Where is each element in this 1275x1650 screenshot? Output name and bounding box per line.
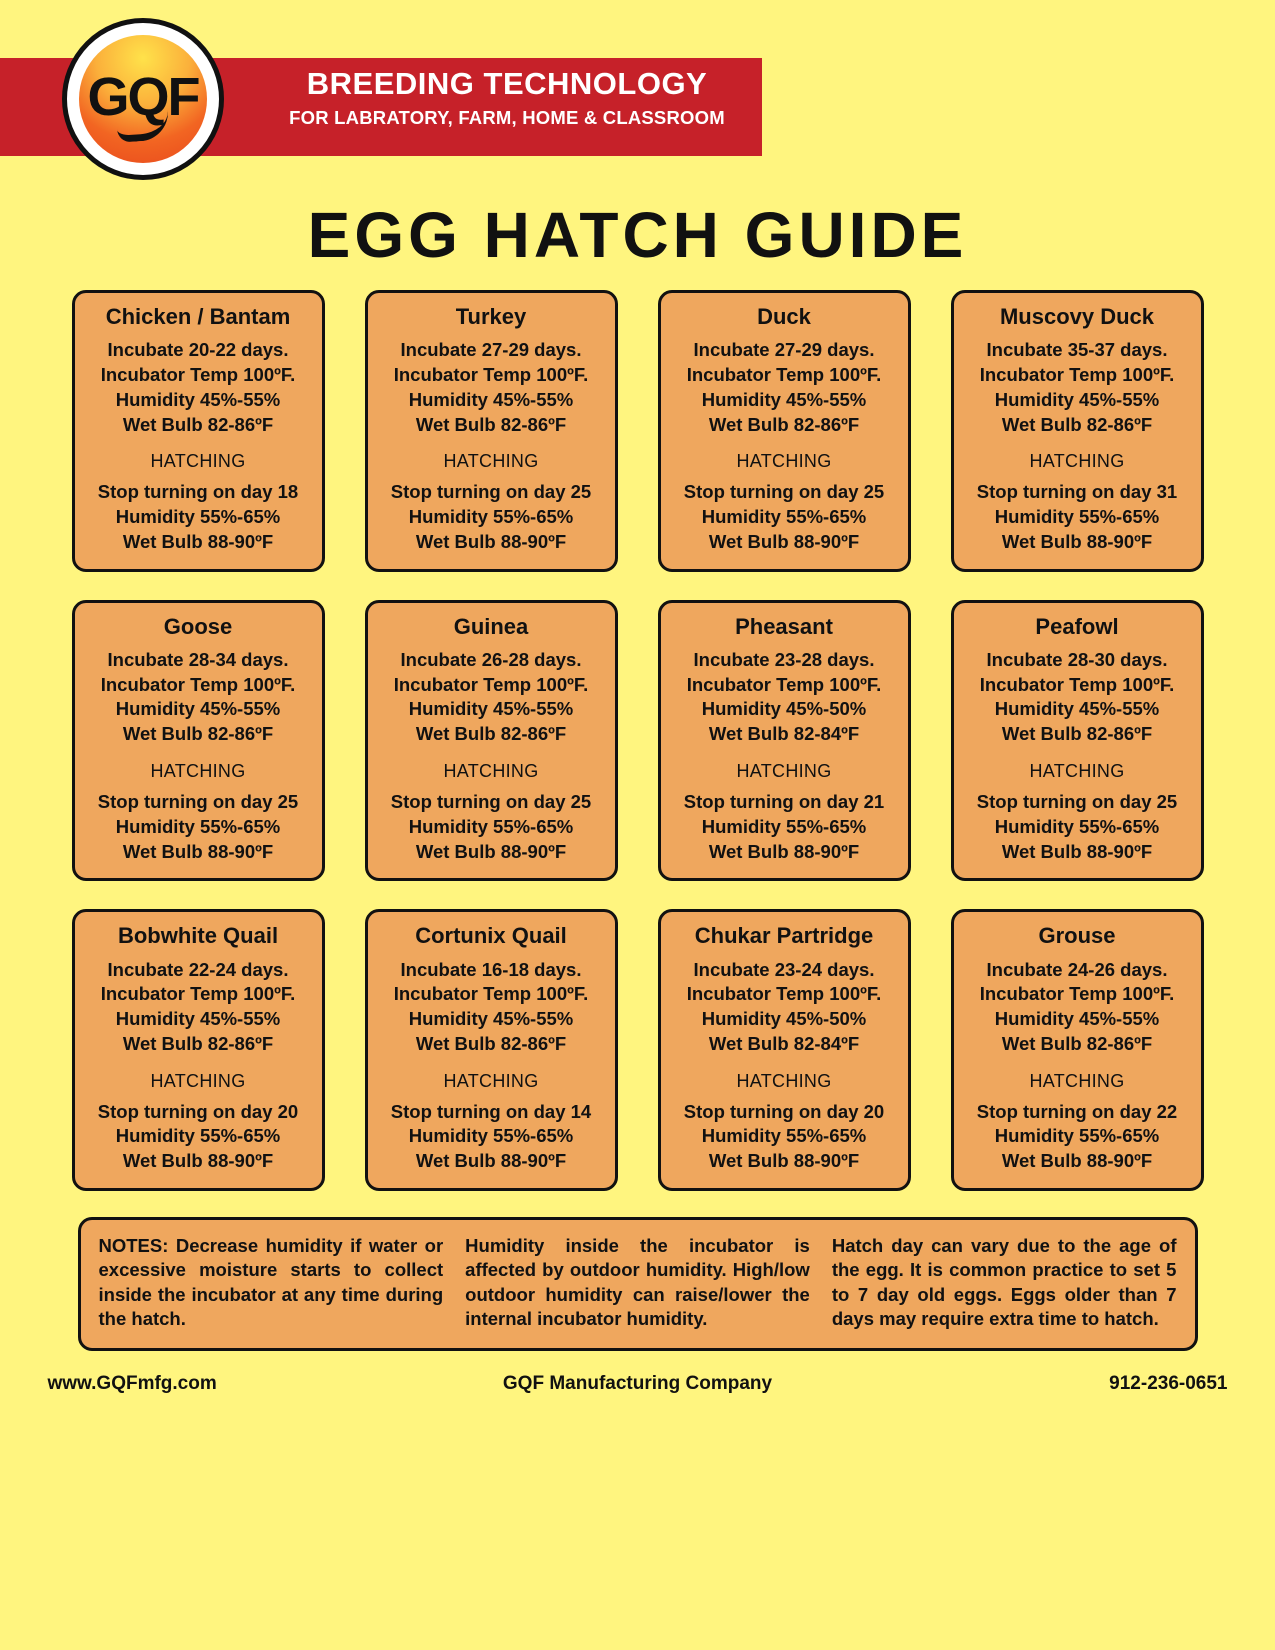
hatching-label: HATCHING [150, 1070, 246, 1091]
incubate-days: Incubate 23-24 days. [693, 958, 875, 980]
hatch-wet-bulb: Wet Bulb 88-90ºF [415, 840, 567, 862]
species-card [658, 290, 911, 572]
species-card-grid [78, 290, 1198, 1191]
hatching-label: HATCHING [1029, 1070, 1125, 1091]
species-card [658, 600, 911, 882]
footer-company: GQF Manufacturing Company [502, 1372, 773, 1394]
incubate-humidity: Humidity 45%-55% [115, 1008, 281, 1030]
logo-sun-icon [79, 35, 207, 163]
notes-panel [78, 1217, 1198, 1351]
hatching-label: HATCHING [736, 1070, 832, 1091]
stop-turning-day: Stop turning on day 20 [97, 1100, 299, 1122]
incubator-temp: Incubator Temp 100ºF. [979, 363, 1175, 385]
hatch-wet-bulb: Wet Bulb 88-90ºF [122, 530, 274, 552]
stop-turning-day: Stop turning on day 21 [683, 790, 885, 812]
hatch-wet-bulb: Wet Bulb 88-90ºF [708, 840, 860, 862]
hatch-humidity: Humidity 55%-65% [701, 506, 867, 528]
incubate-days: Incubate 26-28 days. [400, 648, 582, 670]
incubate-humidity: Humidity 45%-50% [701, 1008, 867, 1030]
hatch-humidity: Humidity 55%-65% [408, 1125, 574, 1147]
hatching-label: HATCHING [150, 760, 246, 781]
hatch-humidity: Humidity 55%-65% [994, 506, 1160, 528]
incubate-days: Incubate 27-29 days. [400, 339, 582, 361]
incubate-humidity: Humidity 45%-55% [408, 388, 574, 410]
incubator-temp: Incubator Temp 100ºF. [393, 363, 589, 385]
species-card [658, 909, 911, 1191]
incubate-days: Incubate 27-29 days. [693, 339, 875, 361]
species-name: Chicken / Bantam [105, 304, 291, 329]
species-card [72, 909, 325, 1191]
hatching-label: HATCHING [443, 1070, 539, 1091]
incubate-wet-bulb: Wet Bulb 82-86ºF [122, 723, 274, 745]
stop-turning-day: Stop turning on day 25 [390, 481, 592, 503]
hatching-label: HATCHING [736, 760, 832, 781]
stop-turning-day: Stop turning on day 25 [976, 790, 1178, 812]
incubate-wet-bulb: Wet Bulb 82-86ºF [1001, 413, 1153, 435]
hatch-humidity: Humidity 55%-65% [994, 1125, 1160, 1147]
stop-turning-day: Stop turning on day 20 [683, 1100, 885, 1122]
incubate-wet-bulb: Wet Bulb 82-84ºF [708, 1032, 860, 1054]
incubate-humidity: Humidity 45%-55% [701, 388, 867, 410]
stop-turning-day: Stop turning on day 25 [97, 790, 299, 812]
stop-turning-day: Stop turning on day 14 [390, 1100, 592, 1122]
logo-swoosh-icon [116, 110, 170, 143]
hatch-wet-bulb: Wet Bulb 88-90ºF [122, 840, 274, 862]
incubate-wet-bulb: Wet Bulb 82-86ºF [1001, 1032, 1153, 1054]
note-column-1 [99, 1234, 444, 1332]
hatch-humidity: Humidity 55%-65% [408, 815, 574, 837]
hatch-humidity: Humidity 55%-65% [115, 1125, 281, 1147]
species-name: Peafowl [1035, 613, 1119, 639]
incubate-wet-bulb: Wet Bulb 82-86ºF [122, 1032, 274, 1054]
species-card [72, 600, 325, 882]
hatch-humidity: Humidity 55%-65% [701, 815, 867, 837]
stop-turning-day: Stop turning on day 25 [390, 790, 592, 812]
hatch-wet-bulb: Wet Bulb 88-90ºF [415, 530, 567, 552]
note-column-2: Humidity inside the incubator is affected by outdoor humidity. High/low outdoor humidity can raise/lower the internal incubator humidity. [465, 1234, 810, 1330]
incubate-days: Incubate 20-22 days. [107, 339, 289, 361]
incubate-wet-bulb: Wet Bulb 82-86ºF [415, 1032, 567, 1054]
incubator-temp: Incubator Temp 100ºF. [393, 673, 589, 695]
species-name: Bobwhite Quail [117, 923, 279, 949]
hatch-humidity: Humidity 55%-65% [701, 1125, 867, 1147]
species-card [951, 909, 1204, 1191]
hatching-label: HATCHING [1029, 760, 1125, 781]
incubate-days: Incubate 28-30 days. [986, 648, 1168, 670]
hatching-label: HATCHING [150, 451, 246, 472]
header-subtitle: FOR LABRATORY, FARM, HOME & CLASSROOM [289, 106, 725, 128]
species-name: Duck [757, 304, 811, 329]
incubate-days: Incubate 16-18 days. [400, 958, 582, 980]
species-name: Cortunix Quail [415, 923, 567, 949]
incubate-humidity: Humidity 45%-55% [115, 388, 281, 410]
note-column-3: Hatch day can vary due to the age of the egg. It is common practice to set 5 to 7 day old eggs. Eggs older than 7 days may require extra time to hatch. [831, 1234, 1177, 1330]
incubate-wet-bulb: Wet Bulb 82-86ºF [708, 413, 860, 435]
species-name: Pheasant [735, 613, 833, 639]
species-name: Muscovy Duck [999, 304, 1155, 329]
hatching-label: HATCHING [443, 451, 539, 472]
species-name: Grouse [1038, 923, 1116, 949]
incubate-wet-bulb: Wet Bulb 82-86ºF [122, 413, 274, 435]
footer-phone[interactable]: 912-236-0651 [1109, 1372, 1228, 1394]
incubator-temp: Incubator Temp 100ºF. [100, 673, 296, 695]
header-title: BREEDING TECHNOLOGY [306, 66, 708, 101]
species-card [365, 290, 618, 572]
species-card [365, 909, 618, 1191]
species-card [365, 600, 618, 882]
hatch-wet-bulb: Wet Bulb 88-90ºF [708, 530, 860, 552]
stop-turning-day: Stop turning on day 31 [976, 481, 1178, 503]
hatch-wet-bulb: Wet Bulb 88-90ºF [1001, 840, 1153, 862]
gqf-logo [62, 18, 224, 180]
header-text-block [272, 66, 742, 129]
logo-text: GQF [87, 67, 199, 127]
page-title: EGG HATCH GUIDE [307, 199, 968, 271]
incubate-humidity: Humidity 45%-55% [408, 1008, 574, 1030]
incubator-temp: Incubator Temp 100ºF. [393, 983, 589, 1005]
species-name: Turkey [455, 304, 527, 329]
species-name: Chukar Partridge [694, 923, 874, 949]
incubate-humidity: Humidity 45%-55% [994, 388, 1160, 410]
hatching-label: HATCHING [736, 451, 832, 472]
incubator-temp: Incubator Temp 100ºF. [686, 363, 882, 385]
hatch-humidity: Humidity 55%-65% [994, 815, 1160, 837]
species-card [72, 290, 325, 572]
hatch-humidity: Humidity 55%-65% [115, 506, 281, 528]
stop-turning-day: Stop turning on day 22 [976, 1100, 1178, 1122]
hatch-wet-bulb: Wet Bulb 88-90ºF [1001, 1150, 1153, 1172]
page-footer [48, 1373, 1228, 1395]
incubate-wet-bulb: Wet Bulb 82-86ºF [415, 723, 567, 745]
incubate-humidity: Humidity 45%-55% [408, 698, 574, 720]
incubate-days: Incubate 35-37 days. [986, 339, 1168, 361]
incubate-humidity: Humidity 45%-55% [994, 1008, 1160, 1030]
stop-turning-day: Stop turning on day 25 [683, 481, 885, 503]
stop-turning-day: Stop turning on day 18 [97, 481, 299, 503]
incubate-wet-bulb: Wet Bulb 82-86ºF [1001, 723, 1153, 745]
incubator-temp: Incubator Temp 100ºF. [686, 673, 882, 695]
hatching-label: HATCHING [1029, 451, 1125, 472]
page-header [0, 0, 1275, 190]
hatch-wet-bulb: Wet Bulb 88-90ºF [1001, 530, 1153, 552]
incubate-days: Incubate 24-26 days. [986, 958, 1168, 980]
hatch-wet-bulb: Wet Bulb 88-90ºF [708, 1150, 860, 1172]
incubate-days: Incubate 22-24 days. [107, 958, 289, 980]
hatch-humidity: Humidity 55%-65% [408, 506, 574, 528]
species-name: Guinea [453, 613, 529, 639]
incubate-humidity: Humidity 45%-55% [994, 698, 1160, 720]
incubator-temp: Incubator Temp 100ºF. [686, 983, 882, 1005]
incubator-temp: Incubator Temp 100ºF. [100, 363, 296, 385]
incubate-wet-bulb: Wet Bulb 82-84ºF [708, 723, 860, 745]
incubate-days: Incubate 23-28 days. [693, 648, 875, 670]
species-name: Goose [163, 613, 233, 639]
species-card [951, 290, 1204, 572]
hatch-humidity: Humidity 55%-65% [115, 815, 281, 837]
incubator-temp: Incubator Temp 100ºF. [979, 983, 1175, 1005]
incubate-days: Incubate 28-34 days. [107, 648, 289, 670]
incubate-humidity: Humidity 45%-50% [701, 698, 867, 720]
note-text-1: Decrease humidity if water or excessive moisture starts to collect inside the incubator at any time during the hatch. [98, 1234, 444, 1330]
species-card [951, 600, 1204, 882]
incubate-humidity: Humidity 45%-55% [115, 698, 281, 720]
hatch-wet-bulb: Wet Bulb 88-90ºF [122, 1150, 274, 1172]
footer-website[interactable]: www.GQFmfg.com [47, 1372, 217, 1394]
incubate-wet-bulb: Wet Bulb 82-86ºF [415, 413, 567, 435]
hatch-wet-bulb: Wet Bulb 88-90ºF [415, 1150, 567, 1172]
incubator-temp: Incubator Temp 100ºF. [100, 983, 296, 1005]
hatching-label: HATCHING [443, 760, 539, 781]
incubator-temp: Incubator Temp 100ºF. [979, 673, 1175, 695]
notes-label: NOTES: [98, 1234, 169, 1256]
